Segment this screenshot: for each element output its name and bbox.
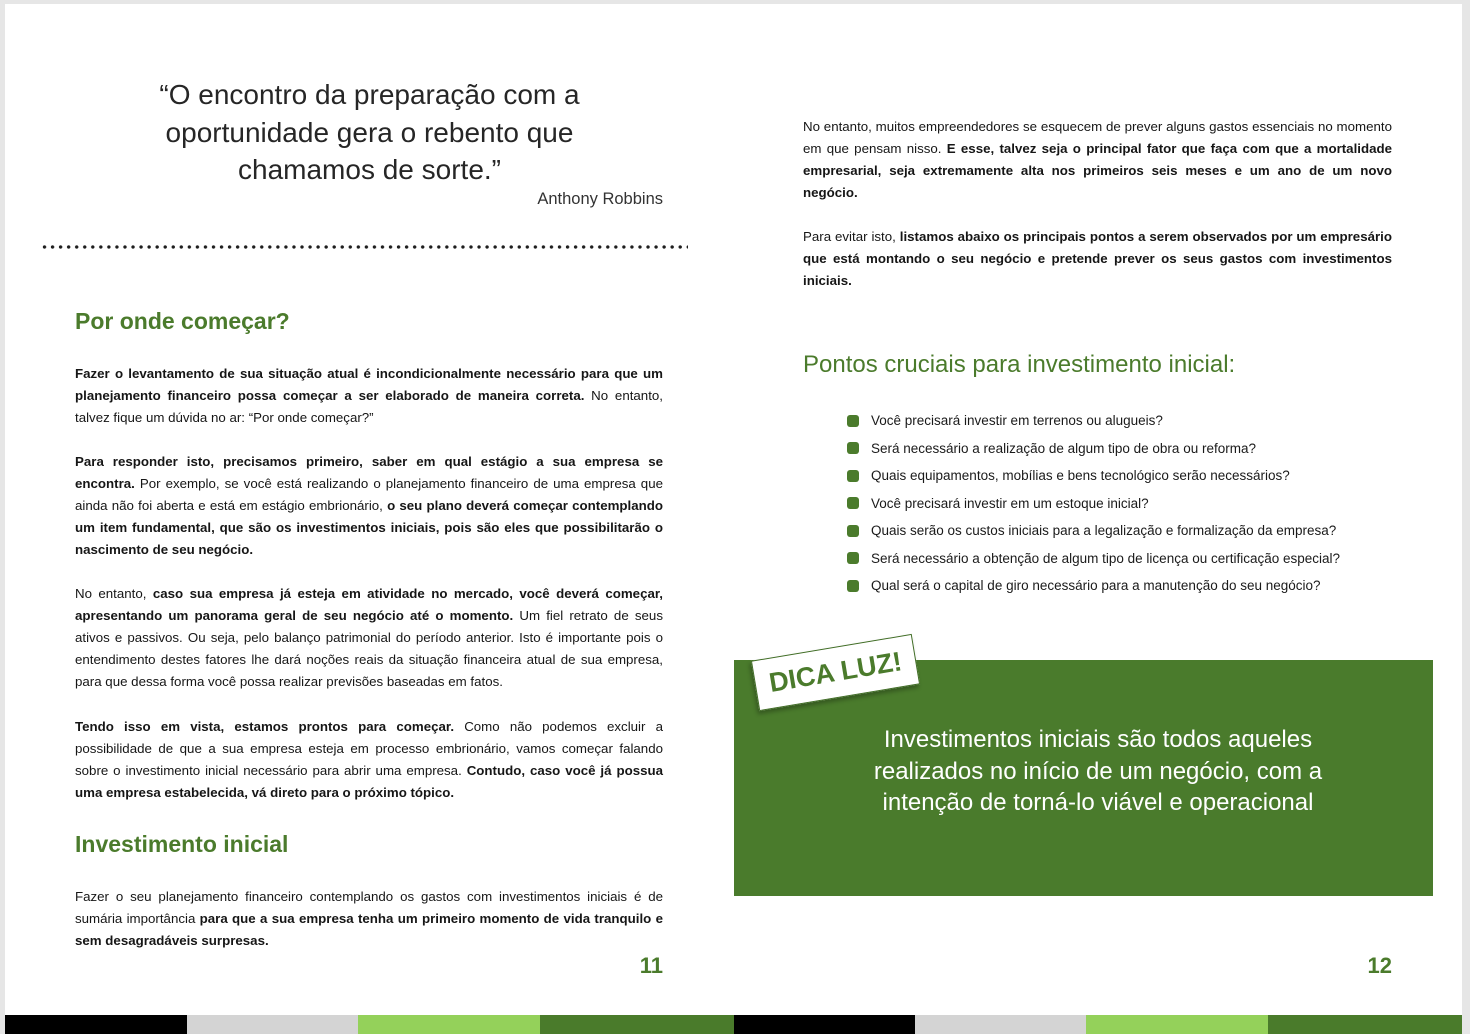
- footer-segment-dark-green: [540, 1015, 734, 1034]
- intro-paragraph-1: [75, 363, 663, 429]
- checklist: [847, 407, 1340, 600]
- checklist-item: [847, 545, 1340, 573]
- checklist-item-text: Você precisará investir em terrenos ou alugueis?: [871, 413, 1163, 429]
- section-heading-por-onde-comecar: Por onde começar?: [75, 308, 290, 334]
- checklist-item-text: Será necessário a obtenção de algum tipo de licença ou certificação especial?: [871, 550, 1341, 566]
- footer-color-bar: [734, 1015, 1462, 1034]
- tip-text-line: realizados no início de um negócio, com a: [873, 757, 1323, 785]
- square-bullet-icon: [847, 525, 859, 537]
- square-bullet-icon: [847, 415, 859, 427]
- bold-text-run: caso sua empresa já esteja em atividade no mercado, você deverá começar, apresentando um panorama geral de seu negócio até o momento.: [75, 586, 664, 623]
- tip-label-badge: DICA LUZ!: [751, 634, 920, 711]
- text-run: No entanto, muitos empreendedores se esquecem de prever alguns gastos essenciais no momento em que pensam nisso.: [803, 119, 1392, 156]
- footer-color-bar: [5, 1015, 734, 1034]
- bold-text-run: o seu plano deverá começar contemplando um item fundamental, que são os investimentos iniciais, pois são eles que possibilitarão o nascimento de seu negócio.: [75, 498, 664, 557]
- intro-paragraph-2: [75, 451, 663, 561]
- checklist-item-text: Você precisará investir em um estoque inicial?: [871, 495, 1149, 511]
- dotted-divider: [42, 244, 688, 250]
- footer-segment-light-green: [358, 1015, 540, 1034]
- page-number: 12: [1367, 953, 1392, 978]
- checklist-item: [847, 490, 1340, 518]
- footer-segment-gray: [915, 1015, 1086, 1034]
- text-run: No entanto, talvez fique um dúvida no ar: “Por onde começar?”: [75, 388, 663, 425]
- checklist-item: [847, 462, 1340, 490]
- intro-paragraph-4: [75, 716, 663, 804]
- quote: [5, 76, 734, 189]
- bold-text-run: Para responder isto, precisamos primeiro, saber em qual estágio a sua empresa se encontra.: [75, 454, 663, 491]
- footer-segment-dark-green: [1268, 1015, 1462, 1034]
- text-run: Fazer o seu planejamento financeiro contemplando os gastos com investimentos iniciais é de sumária importância: [75, 889, 663, 926]
- section-heading-investimento-inicial: Investimento inicial: [75, 831, 289, 857]
- checklist-item: [847, 435, 1340, 463]
- right-paragraph-1: [803, 116, 1392, 204]
- square-bullet-icon: [847, 470, 859, 482]
- square-bullet-icon: [847, 442, 859, 454]
- bold-text-run: para que a sua empresa tenha um primeiro momento de vida tranquilo e sem desagradáveis surpresas.: [75, 911, 663, 948]
- checklist-item-text: Qual será o capital de giro necessário para a manutenção do seu negócio?: [871, 578, 1321, 594]
- quote-line: “O encontro da preparação com a: [159, 79, 580, 110]
- bold-text-run: listamos abaixo os principais pontos a serem observados por um empresário que está montando o seu negócio e pretende prever os seus gastos com investimentos iniciais.: [803, 229, 1392, 288]
- page-number: 11: [639, 953, 663, 978]
- footer-segment-light-green: [1086, 1015, 1268, 1034]
- checklist-item-text: Será necessário a realização de algum tipo de obra ou reforma?: [871, 440, 1256, 456]
- quote-line: chamamos de sorte.”: [238, 154, 501, 185]
- text-run: Um fiel retrato de seus ativos e passivos. Ou seja, pelo balanço patrimonial do período anterior. Isto é importante pois o entendimento destes fatores lhe dará noções reais da situação financeira atual de sua empresa, para que dessa forma você possa realizar previsões baseadas em fatos.: [75, 608, 663, 689]
- bold-text-run: Fazer o levantamento de sua situação atual é incondicionalmente necessário para que um planejamento financeiro possa começar a ser elaborado de maneira correta.: [75, 366, 663, 403]
- bold-text-run: Contudo, caso você já possua uma empresa estabelecida, vá direto para o próximo tópico.: [75, 763, 663, 800]
- quote-author: Anthony Robbins: [537, 190, 663, 208]
- page-12: [734, 4, 1462, 1034]
- square-bullet-icon: [847, 497, 859, 509]
- bold-text-run: Tendo isso em vista, estamos prontos para começar.: [75, 719, 455, 734]
- square-bullet-icon: [847, 552, 859, 564]
- footer-segment-gray: [187, 1015, 358, 1034]
- tip-text-line: Investimentos iniciais são todos aqueles: [883, 726, 1313, 753]
- text-run: Para evitar isto,: [803, 229, 900, 244]
- tip-text-line: intenção de torná-lo viável e operacional: [882, 789, 1314, 816]
- bold-text-run: E esse, talvez seja o principal fator que faça com que a mortalidade empresarial, seja extremamente alta nos primeiros seis meses e um ano de um novo negócio.: [803, 141, 1392, 200]
- intro-paragraph-3: [75, 583, 663, 693]
- square-bullet-icon: [847, 580, 859, 592]
- checklist-item: [847, 517, 1340, 545]
- page-11: [5, 4, 734, 1034]
- text-run: Como não podemos excluir a possibilidade de que a sua empresa esteja em processo embrionário, vamos começar falando sobre o investimento inicial necessário para abrir uma empresa.: [75, 719, 663, 778]
- checklist-item-text: Quais equipamentos, mobílias e bens tecnológico serão necessários?: [871, 468, 1290, 484]
- investment-paragraph-1: [75, 886, 663, 952]
- quote-line: oportunidade gera o rebento que: [165, 116, 574, 148]
- checklist-item: [847, 572, 1340, 600]
- checklist-item: [847, 407, 1340, 435]
- checklist-item-text: Quais serão os custos iniciais para a legalização e formalização da empresa?: [871, 523, 1337, 539]
- footer-segment-black: [734, 1015, 915, 1034]
- tip-text: [763, 724, 1433, 819]
- text-run: No entanto,: [75, 586, 153, 601]
- checklist-heading: Pontos cruciais para investimento inicial:: [803, 351, 1236, 378]
- text-run: Por exemplo, se você está realizando o planejamento financeiro de uma empresa que ainda não foi aberta e está em estágio embrionário,: [75, 476, 663, 513]
- right-paragraph-2: [803, 226, 1392, 292]
- footer-segment-black: [5, 1015, 187, 1034]
